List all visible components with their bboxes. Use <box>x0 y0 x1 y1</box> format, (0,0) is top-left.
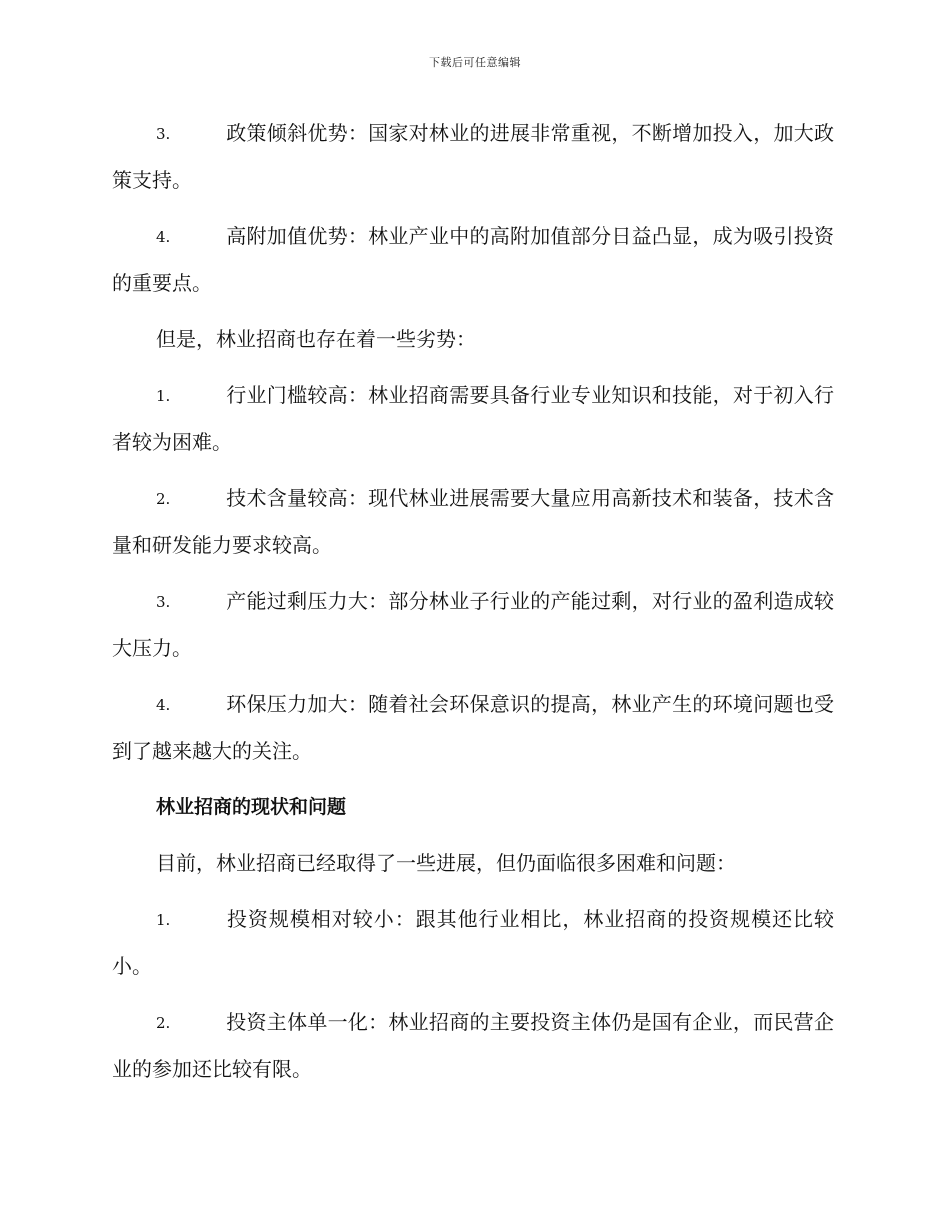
list-item <box>112 213 834 306</box>
page-header: 下载后可任意编辑 <box>429 56 521 69</box>
list-item-text: 高附加值优势：林业产业中的高附加值部分日益凸显，成为吸引投资的重要点。 <box>112 224 834 295</box>
list-item-number: 2. <box>156 1014 171 1032</box>
list-item-text: 环保压力加大：随着社会环保意识的提高，林业产生的环境问题也受到了越来越大的关注。 <box>112 692 834 763</box>
list-item-number: 3. <box>156 593 171 611</box>
status-intro: 目前，林业招商已经取得了一些进展，但仍面临很多困难和问题： <box>156 851 736 875</box>
disadvantages-intro: 但是，林业招商也存在着一些劣势： <box>156 327 476 351</box>
list-item-text: 投资主体单一化：林业招商的主要投资主体仍是国有企业，而民营企业的参加还比较有限。 <box>112 1010 834 1081</box>
document-body <box>112 110 834 1102</box>
list-item <box>112 372 834 465</box>
list-item <box>112 475 834 568</box>
list-item-number: 4. <box>156 228 171 246</box>
list-item-text: 政策倾斜优势：国家对林业的进展非常重视，不断增加投入，加大政策支持。 <box>112 121 834 192</box>
list-item-text: 行业门槛较高：林业招商需要具备行业专业知识和技能，对于初入行者较为困难。 <box>112 383 834 454</box>
list-item-number: 1. <box>156 387 171 405</box>
list-item <box>112 110 834 203</box>
list-item-number: 1. <box>156 911 171 929</box>
list-item-text: 产能过剩压力大：部分林业子行业的产能过剩，对行业的盈利造成较大压力。 <box>112 589 834 660</box>
list-item-number: 3. <box>156 125 171 143</box>
list-item <box>112 896 834 989</box>
list-item-text: 技术含量较高：现代林业进展需要大量应用高新技术和装备，技术含量和研发能力要求较高。 <box>112 486 834 557</box>
list-item <box>112 578 834 671</box>
list-item-number: 4. <box>156 696 171 714</box>
list-item-number: 2. <box>156 490 171 508</box>
list-item <box>112 999 834 1092</box>
list-item-text: 投资规模相对较小：跟其他行业相比，林业招商的投资规模还比较小。 <box>112 907 834 978</box>
section-heading: 林业招商的现状和问题 <box>156 796 347 818</box>
list-item <box>112 681 834 774</box>
